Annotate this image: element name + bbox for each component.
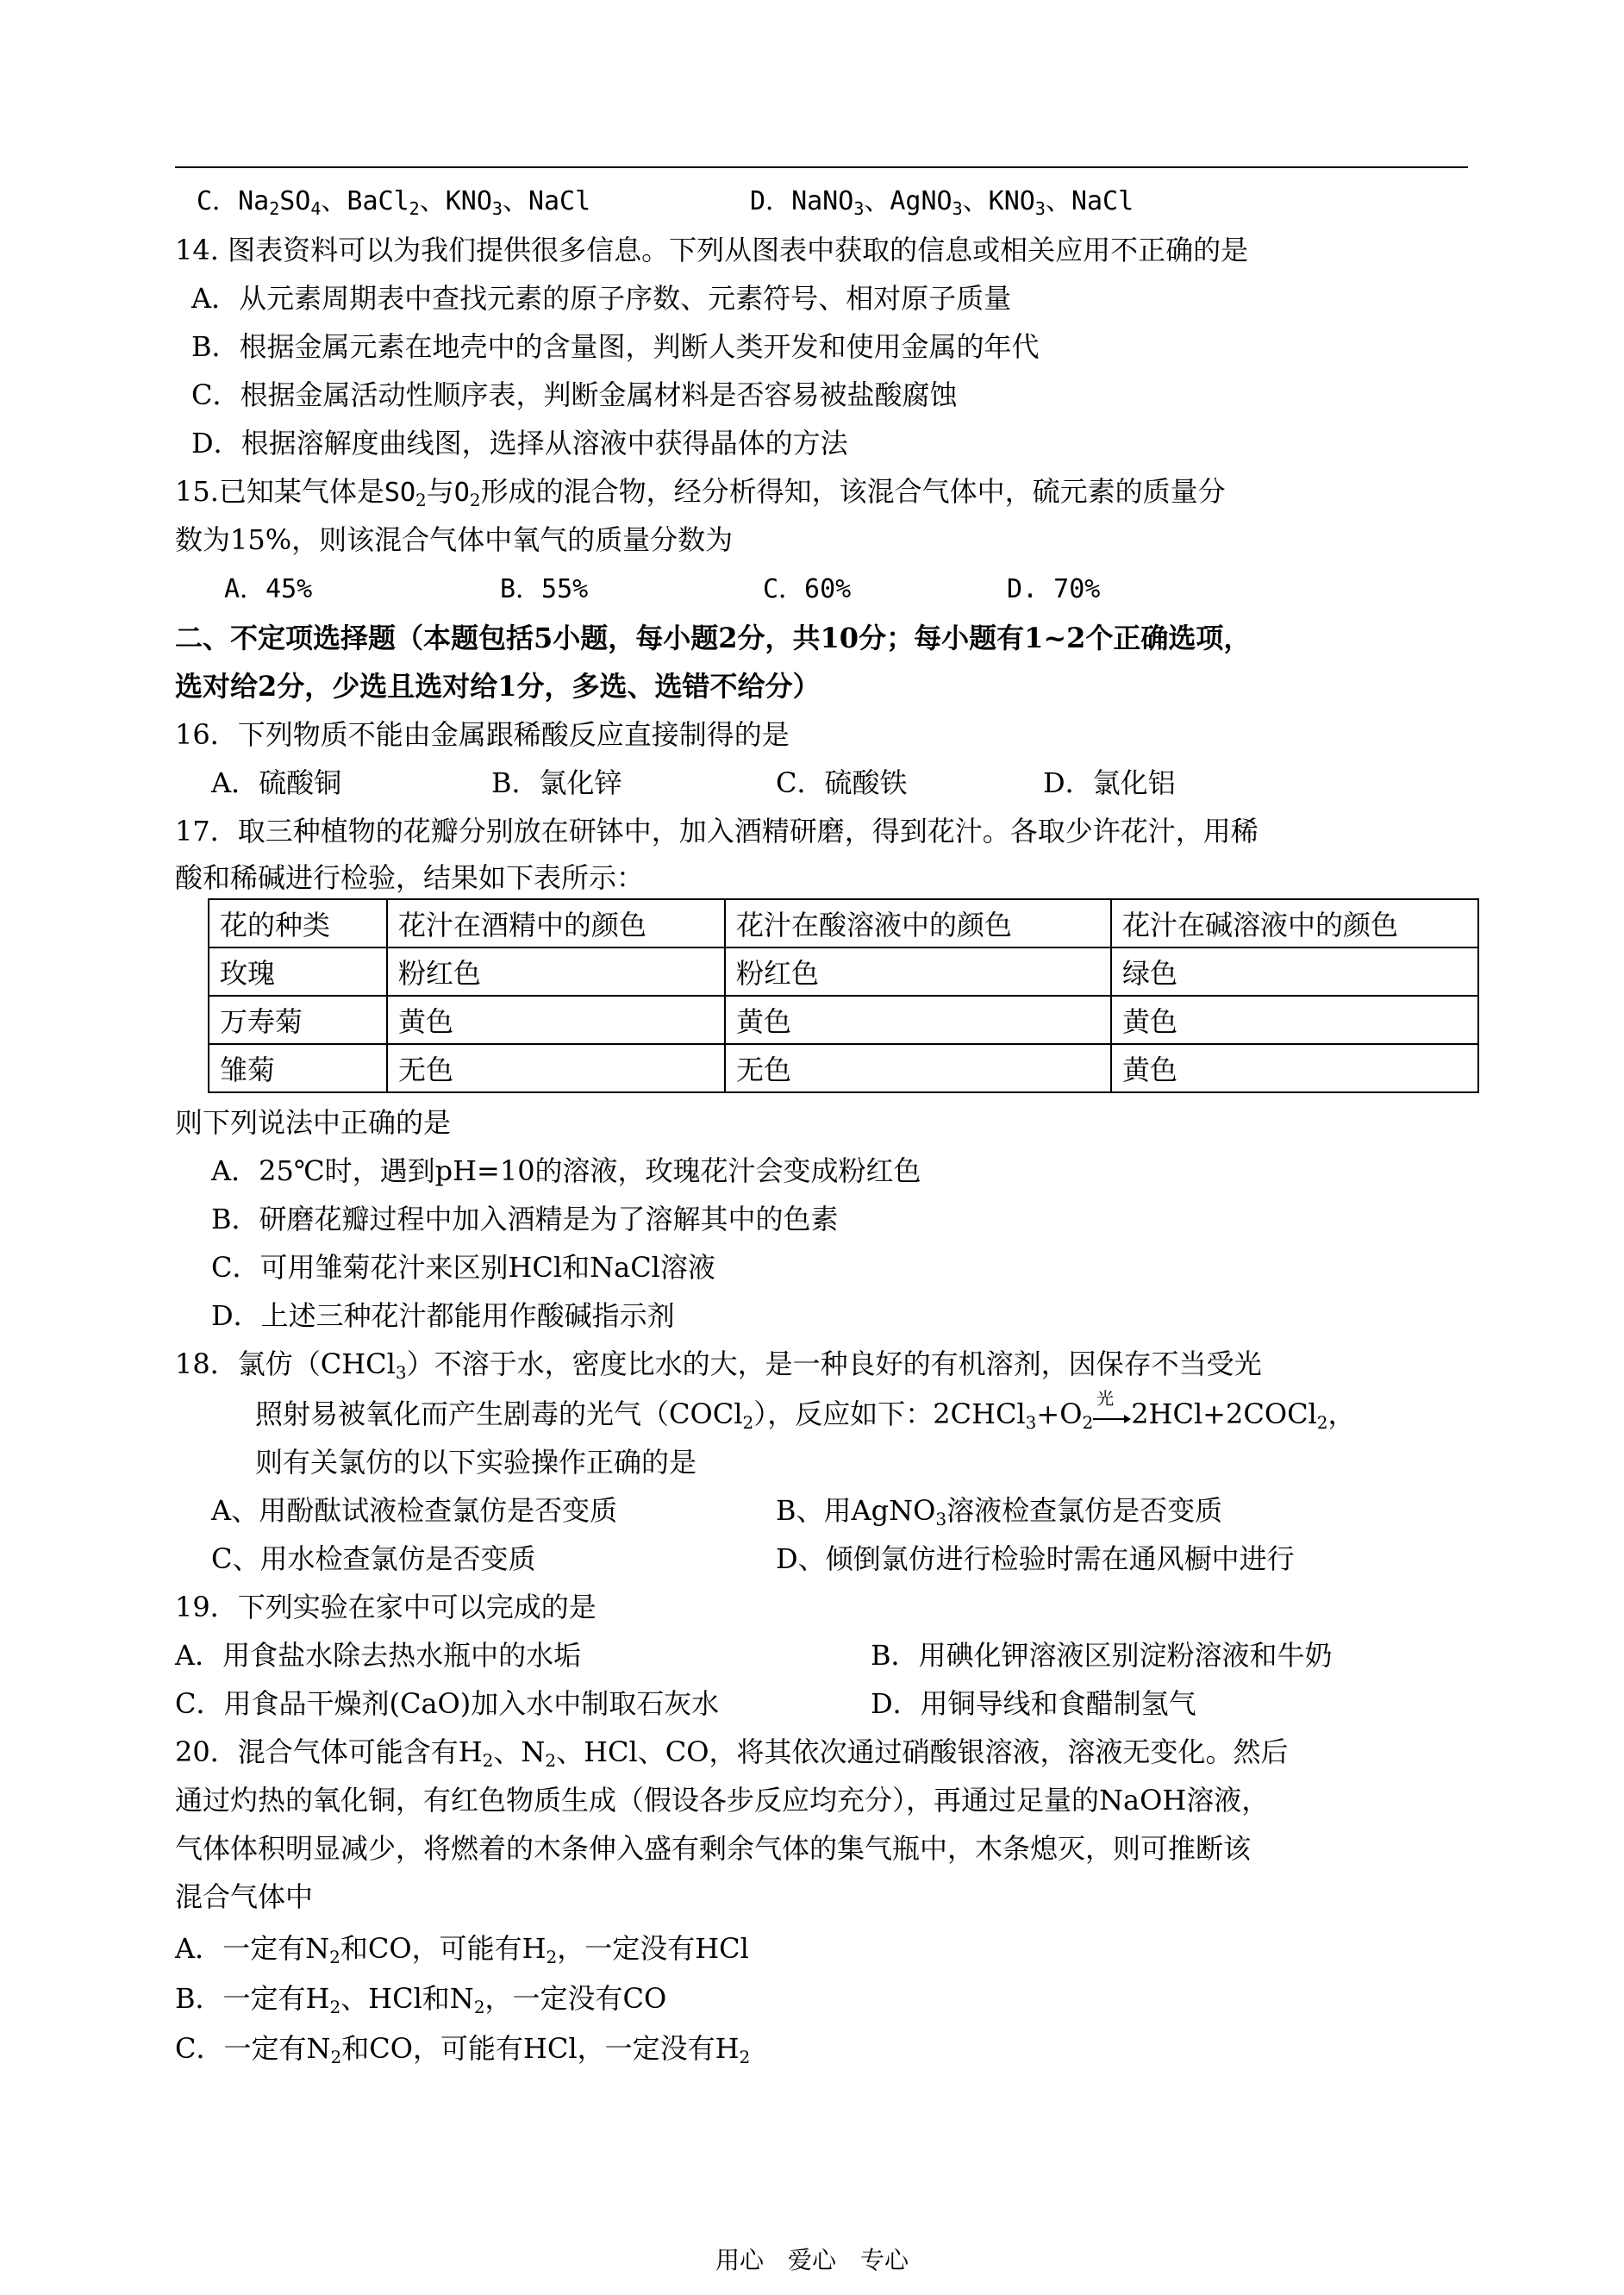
- q15-option-c: C．60%: [763, 574, 852, 604]
- q13-option-c: C．$Na_2SO_4$、BaCl$_2$、$KNO_3$、NaCl: [197, 186, 591, 219]
- section2-heading-line2: 选对给2分，少选且选对给1分，多选、选错不给分）: [175, 670, 821, 703]
- q14-option-a: A．从元素周期表中查找元素的原子序数、元素符号、相对原子质量: [191, 282, 1012, 315]
- table-cell: 玫瑰: [209, 947, 387, 996]
- q17-stem-line2: 酸和稀碱进行检验，结果如下表所示：: [175, 861, 645, 894]
- q20-stem-line2: 通过灼热的氧化铜，有红色物质生成（假设各步反应均充分），再通过足量的NaOH溶液，: [175, 1784, 1270, 1817]
- section2-heading-line1: 二、不定项选择题（本题包括5小题，每小题2分，共10分；每小题有1~2个正确选项，: [175, 622, 1252, 654]
- table-row: [209, 1044, 1478, 1092]
- table-cell: 黄色: [387, 996, 725, 1044]
- q18-stem-line3: 则有关氯仿的以下实验操作正确的是: [255, 1446, 697, 1479]
- q18-option-a: A、用酚酞试液检查氯仿是否变质: [211, 1494, 618, 1527]
- table-cell: 绿色: [1111, 947, 1478, 996]
- table-row: [209, 947, 1478, 996]
- light-reaction-arrow: [1093, 1388, 1131, 1431]
- q15-stem-line2: 数为15%，则该混合气体中氧气的质量分数为: [175, 523, 734, 556]
- q17-option-b: B．研磨花瓣过程中加入酒精是为了溶解其中的色素: [211, 1203, 839, 1235]
- q17-stem-line1: 17．取三种植物的花瓣分别放在研钵中，加入酒精研磨，得到花汁。各取少许花汁，用稀: [175, 815, 1259, 847]
- header-rule: [175, 166, 1468, 168]
- table-cell: 黄色: [725, 996, 1111, 1044]
- q18-option-c: C、用水检查氯仿是否变质: [211, 1542, 536, 1575]
- table-cell: 粉红色: [387, 947, 725, 996]
- table-row: [209, 996, 1478, 1044]
- q18-option-b: B、用AgNO$_3$溶液检查氯仿是否变质: [776, 1494, 1223, 1529]
- q13-option-d: D．NaNO$_3$、AgNO$_3$、$KNO_3$、NaCl: [750, 186, 1134, 219]
- table-header-row: [209, 899, 1478, 947]
- page-footer: 用心 爱心 专心: [715, 2246, 909, 2274]
- q19-option-c: C．用食品干燥剂(CaO)加入水中制取石灰水: [175, 1687, 720, 1720]
- arrow-condition-label: 光: [1096, 1388, 1115, 1409]
- q14-option-c: C．根据金属活动性顺序表，判断金属材料是否容易被盐酸腐蚀: [191, 378, 958, 411]
- q19-option-b: B．用碘化钾溶液区别淀粉溶液和牛奶: [871, 1639, 1333, 1672]
- table-header-cell: 花汁在酒精中的颜色: [387, 899, 725, 947]
- table-cell: 雏菊: [209, 1044, 387, 1092]
- table-header-cell: 花汁在碱溶液中的颜色: [1111, 899, 1478, 947]
- q15-option-a: A．45%: [224, 574, 313, 604]
- q18-stem-line1: 18．氯仿（CHCl$_3$）不溶于水，密度比水的大，是一种良好的有机溶剂，因保存不当受光: [175, 1348, 1262, 1383]
- q18-stem-line2: 照射易被氧化而产生剧毒的光气（COCl$_2$），反应如下：$2CHCl_3+O_2$ 光 2HCl+2COCl$_2$，: [255, 1397, 1356, 1431]
- q15-stem-line1: 15.已知某气体是$SO_2$与$O_2$形成的混合物，经分析得知，该混合气体中，硫元素的质量分: [175, 475, 1226, 510]
- q16-option-c: C．硫酸铁: [776, 766, 908, 799]
- q20-option-b: B．一定有$H_2$、HCl和$N_2$，一定没有CO: [175, 1982, 667, 2017]
- flower-color-table: [208, 898, 1479, 1093]
- q20-option-a: A．一定有$N_2$和CO，可能有$H_2$，一定没有HCl: [175, 1932, 749, 1967]
- q16-option-d: D．氯化铝: [1043, 766, 1176, 799]
- q20-stem-line1: 20．混合气体可能含有$H_2$、$N_2$、HCl、CO，将其依次通过硝酸银溶液，溶液无变化。然后: [175, 1735, 1289, 1771]
- q14-stem: 14. 图表资料可以为我们提供很多信息。下列从图表中获取的信息或相关应用不正确的是: [175, 234, 1249, 266]
- q19-stem: 19．下列实验在家中可以完成的是: [175, 1591, 597, 1623]
- q17-option-a: A．25℃时，遇到pH=10的溶液，玫瑰花汁会变成粉红色: [211, 1154, 921, 1187]
- q20-option-c: C．一定有$N_2$和CO，可能有HCl，一定没有$H_2$: [175, 2032, 751, 2067]
- q15-option-b: B．55%: [500, 574, 589, 604]
- arrow-icon: [1093, 1412, 1131, 1426]
- q17-option-d: D．上述三种花汁都能用作酸碱指示剂: [211, 1299, 675, 1332]
- q18-option-d: D、倾倒氯仿进行检验时需在通风橱中进行: [776, 1542, 1295, 1575]
- table-cell: 粉红色: [725, 947, 1111, 996]
- q15-option-d: D. 70%: [1007, 574, 1101, 604]
- table-cell: 万寿菊: [209, 996, 387, 1044]
- table-cell: 黄色: [1111, 996, 1478, 1044]
- table-cell: 无色: [725, 1044, 1111, 1092]
- q20-stem-line3: 气体体积明显减少，将燃着的木条伸入盛有剩余气体的集气瓶中，木条熄灭，则可推断该: [175, 1832, 1252, 1865]
- table-cell: 黄色: [1111, 1044, 1478, 1092]
- table-header-cell: 花汁在酸溶液中的颜色: [725, 899, 1111, 947]
- q17-option-c: C．可用雏菊花汁来区别HCl和NaCl溶液: [211, 1251, 715, 1284]
- q14-option-d: D．根据溶解度曲线图，选择从溶液中获得晶体的方法: [191, 427, 848, 460]
- q16-option-b: B．氯化锌: [491, 766, 622, 799]
- q19-option-d: D．用铜导线和食醋制氢气: [871, 1687, 1196, 1720]
- q17-question: 则下列说法中正确的是: [175, 1106, 452, 1139]
- table-cell: 无色: [387, 1044, 725, 1092]
- q16-stem: 16．下列物质不能由金属跟稀酸反应直接制得的是: [175, 718, 790, 751]
- q16-option-a: A．硫酸铜: [211, 766, 342, 799]
- q19-option-a: A．用食盐水除去热水瓶中的水垢: [175, 1639, 582, 1672]
- table-header-cell: 花的种类: [209, 899, 387, 947]
- q14-option-b: B．根据金属元素在地壳中的含量图，判断人类开发和使用金属的年代: [191, 330, 1040, 363]
- q20-stem-line4: 混合气体中: [175, 1880, 314, 1913]
